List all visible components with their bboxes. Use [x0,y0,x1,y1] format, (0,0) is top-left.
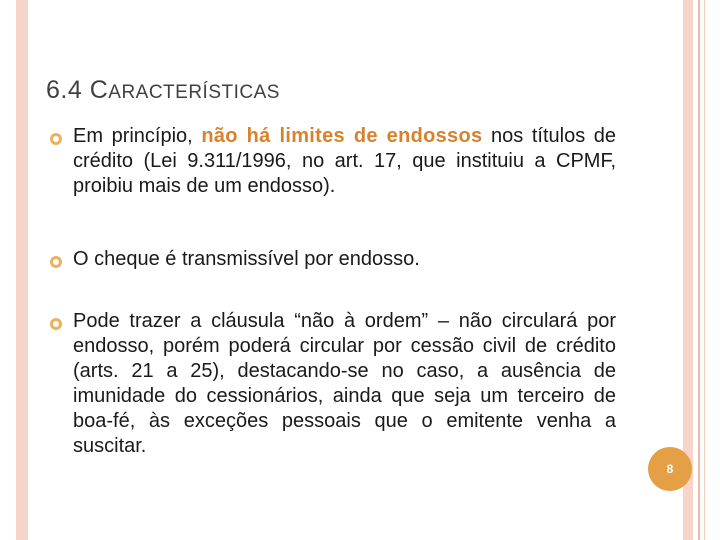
bullet-1-pre: Em princípio, [73,125,202,147]
bullet-1-post: nos títulos de crédito (Lei 9.311/1996, no art. 17, que instituiu a CPMF, proibiu mais de um endosso). [73,125,617,197]
slide-title [46,76,280,105]
bullet-item-3 [50,309,616,459]
bullet-icon [50,133,62,145]
right-frame-line [698,0,700,540]
left-frame-bar [16,0,28,540]
right-frame-line-thin [704,0,705,540]
bullet-text-2: O cheque é transmissível por endosso. [73,248,420,270]
bullet-item-1 [50,124,616,199]
bullet-item-2 [50,247,616,272]
bullet-1-highlight: não há limites de endossos [201,125,483,147]
slide-title-lead: 6.4 C [46,76,109,104]
bullet-text-1 [73,124,616,199]
bullet-icon [50,318,62,330]
bullet-icon [50,256,62,268]
slide-title-rest: ARACTERÍSTICAS [108,82,280,103]
bullet-text-3: Pode trazer a cláusula “não à ordem” – não circulará por endosso, porém poderá circular por cessão civil de crédito (arts. 21 a 25), destacando-se no caso, a ausência de imunidade do cessionários, ainda que seja um terceiro de boa-fé, às exceções pessoais que o emitente venha a suscitar. [73,310,616,457]
page-number-badge: 8 [648,447,692,491]
